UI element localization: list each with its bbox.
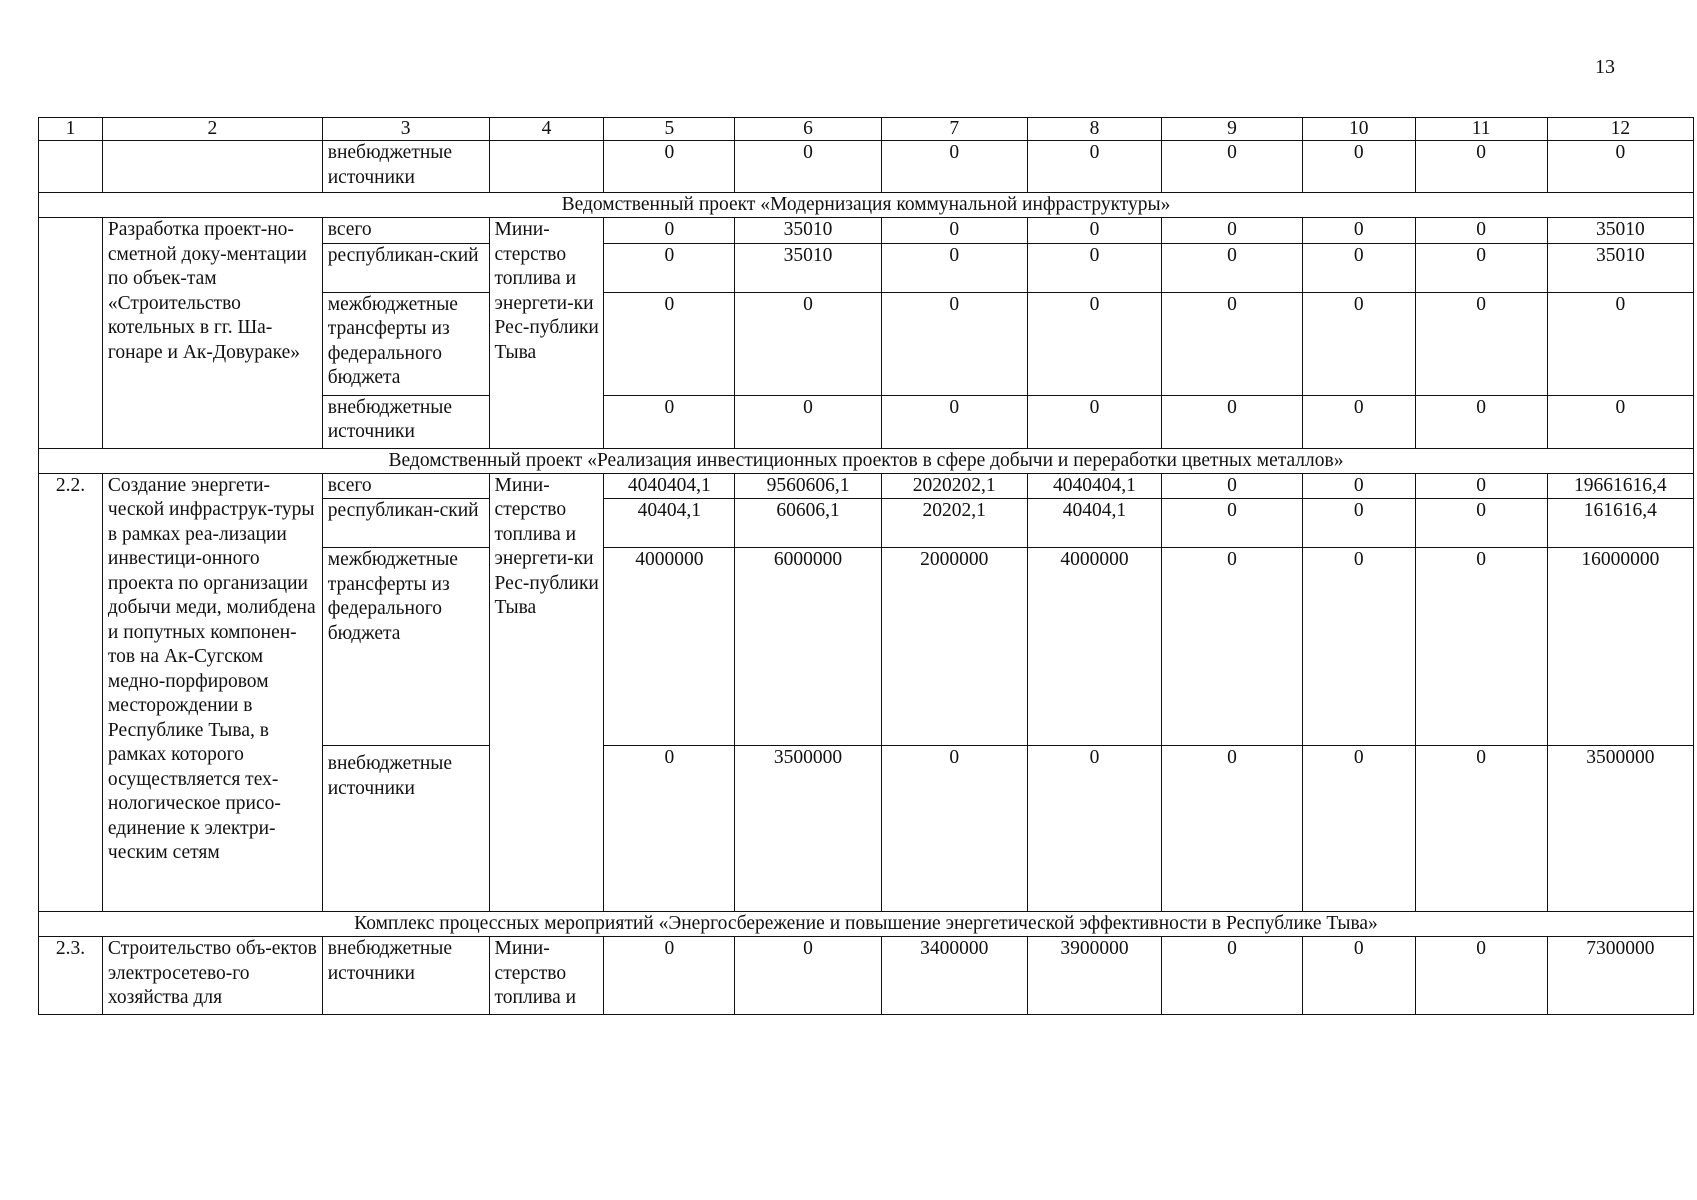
col-header: 6 (735, 118, 881, 141)
value-cell: 0 (1302, 473, 1415, 499)
value-cell: 0 (735, 395, 881, 448)
value-cell: 0 (881, 746, 1027, 912)
value-cell: 3400000 (881, 937, 1027, 1015)
value-cell: 0 (1302, 395, 1415, 448)
source-cell: межбюджетные трансферты из федерального бюджета (322, 548, 489, 746)
budget-table (38, 117, 1694, 1015)
value-cell: 0 (1162, 937, 1303, 1015)
source-cell: внебюджетные источники (322, 141, 489, 193)
col-header: 8 (1027, 118, 1161, 141)
index-cell (39, 218, 103, 449)
header-row (39, 118, 1694, 141)
value-cell: 0 (881, 395, 1027, 448)
value-cell: 0 (1027, 243, 1161, 292)
value-cell: 0 (604, 243, 735, 292)
section-title-row (39, 912, 1694, 937)
value-cell: 0 (604, 292, 735, 395)
value-cell: 4000000 (604, 548, 735, 746)
col-header: 12 (1547, 118, 1693, 141)
name-cell: Строительство объ-ектов электросетево-го хозяйства для (102, 937, 322, 1015)
value-cell: 0 (1162, 499, 1303, 548)
value-cell: 40404,1 (604, 499, 735, 548)
source-cell: межбюджетные трансферты из федерального бюджета (322, 292, 489, 395)
index-cell (39, 141, 103, 193)
value-cell: 0 (1547, 395, 1693, 448)
name-cell: Создание энергети-ческой инфраструк-туры в рамках реа-лизации инвестици-онного проекта по организации добычи меди, молибдена и попутных компонен-тов на Ак-Сугском медно-порфировом месторождении в Республике Тыва, в рамках которого осуществляется тех-нологическое присо-единение к электри-ческим сетям (102, 473, 322, 912)
value-cell: 3500000 (735, 746, 881, 912)
value-cell: 0 (604, 141, 735, 193)
source-cell: республикан-ский (322, 243, 489, 292)
value-cell: 35010 (1547, 218, 1693, 244)
name-cell: Разработка проект-но-сметной доку-ментации по объек-там «Строительство котельных в гг. Ша-гонаре и Ак-Довураке» (102, 218, 322, 449)
value-cell: 0 (1302, 292, 1415, 395)
value-cell: 35010 (735, 218, 881, 244)
value-cell: 0 (1302, 937, 1415, 1015)
executor-cell: Мини-стерство топлива и (489, 937, 604, 1015)
col-header: 4 (489, 118, 604, 141)
col-header: 11 (1415, 118, 1547, 141)
source-cell: внебюджетные источники (322, 937, 489, 1015)
value-cell: 2020202,1 (881, 473, 1027, 499)
value-cell: 60606,1 (735, 499, 881, 548)
value-cell: 0 (1162, 473, 1303, 499)
col-header: 9 (1162, 118, 1303, 141)
value-cell: 0 (735, 141, 881, 193)
value-cell: 0 (1302, 499, 1415, 548)
value-cell: 0 (1547, 292, 1693, 395)
section-title-row (39, 193, 1694, 218)
source-cell: республикан-ский (322, 499, 489, 548)
table-row (39, 218, 1694, 244)
value-cell: 0 (1027, 395, 1161, 448)
value-cell: 0 (735, 292, 881, 395)
value-cell: 35010 (1547, 243, 1693, 292)
value-cell: 6000000 (735, 548, 881, 746)
value-cell: 0 (604, 746, 735, 912)
value-cell: 0 (1162, 243, 1303, 292)
col-header: 5 (604, 118, 735, 141)
section-title: Комплекс процессных мероприятий «Энергосбережение и повышение энергетической эффективности в Республике Тыва» (39, 912, 1694, 937)
value-cell: 0 (1162, 141, 1303, 193)
executor-cell: Мини-стерство топлива и энергети-ки Рес-публики Тыва (489, 473, 604, 912)
value-cell: 0 (1302, 746, 1415, 912)
page-number: 13 (1595, 56, 1615, 78)
value-cell: 0 (881, 141, 1027, 193)
value-cell: 0 (881, 218, 1027, 244)
value-cell: 0 (881, 292, 1027, 395)
value-cell: 0 (604, 218, 735, 244)
value-cell: 0 (1162, 292, 1303, 395)
name-cell (102, 141, 322, 193)
value-cell: 0 (1162, 746, 1303, 912)
value-cell: 0 (604, 395, 735, 448)
source-cell: внебюджетные источники (322, 746, 489, 912)
value-cell: 0 (1027, 292, 1161, 395)
value-cell: 0 (1302, 548, 1415, 746)
section-title: Ведомственный проект «Реализация инвестиционных проектов в сфере добычи и переработки цветных металлов» (39, 448, 1694, 473)
col-header: 2 (102, 118, 322, 141)
value-cell: 16000000 (1547, 548, 1693, 746)
value-cell: 0 (1027, 218, 1161, 244)
value-cell: 9560606,1 (735, 473, 881, 499)
col-header: 7 (881, 118, 1027, 141)
col-header: 1 (39, 118, 103, 141)
table-row (39, 141, 1694, 193)
section-title: Ведомственный проект «Модернизация коммунальной инфраструктуры» (39, 193, 1694, 218)
value-cell: 0 (881, 243, 1027, 292)
value-cell: 20202,1 (881, 499, 1027, 548)
value-cell: 2000000 (881, 548, 1027, 746)
value-cell: 35010 (735, 243, 881, 292)
value-cell: 0 (1162, 395, 1303, 448)
value-cell: 4000000 (1027, 548, 1161, 746)
value-cell: 0 (1027, 746, 1161, 912)
table-row (39, 473, 1694, 499)
index-cell: 2.2. (39, 473, 103, 912)
source-cell: всего (322, 473, 489, 499)
value-cell: 0 (1547, 141, 1693, 193)
value-cell: 0 (1302, 141, 1415, 193)
value-cell: 0 (1415, 548, 1547, 746)
executor-cell: Мини-стерство топлива и энергети-ки Рес-публики Тыва (489, 218, 604, 449)
col-header: 10 (1302, 118, 1415, 141)
value-cell: 3900000 (1027, 937, 1161, 1015)
value-cell: 3500000 (1547, 746, 1693, 912)
value-cell: 40404,1 (1027, 499, 1161, 548)
value-cell: 0 (1302, 218, 1415, 244)
value-cell: 0 (1162, 218, 1303, 244)
value-cell: 0 (1415, 499, 1547, 548)
value-cell: 19661616,4 (1547, 473, 1693, 499)
value-cell: 0 (1415, 746, 1547, 912)
value-cell: 4040404,1 (604, 473, 735, 499)
value-cell: 0 (604, 937, 735, 1015)
value-cell: 0 (1027, 141, 1161, 193)
value-cell: 0 (735, 937, 881, 1015)
table-row (39, 937, 1694, 1015)
source-cell: внебюджетные источники (322, 395, 489, 448)
executor-cell (489, 141, 604, 193)
value-cell: 0 (1415, 395, 1547, 448)
value-cell: 161616,4 (1547, 499, 1693, 548)
value-cell: 0 (1415, 243, 1547, 292)
index-cell: 2.3. (39, 937, 103, 1015)
value-cell: 0 (1302, 243, 1415, 292)
value-cell: 0 (1415, 218, 1547, 244)
source-cell: всего (322, 218, 489, 244)
value-cell: 7300000 (1547, 937, 1693, 1015)
section-title-row (39, 448, 1694, 473)
value-cell: 0 (1415, 473, 1547, 499)
value-cell: 0 (1415, 937, 1547, 1015)
value-cell: 0 (1415, 141, 1547, 193)
value-cell: 0 (1415, 292, 1547, 395)
value-cell: 0 (1162, 548, 1303, 746)
col-header: 3 (322, 118, 489, 141)
value-cell: 4040404,1 (1027, 473, 1161, 499)
